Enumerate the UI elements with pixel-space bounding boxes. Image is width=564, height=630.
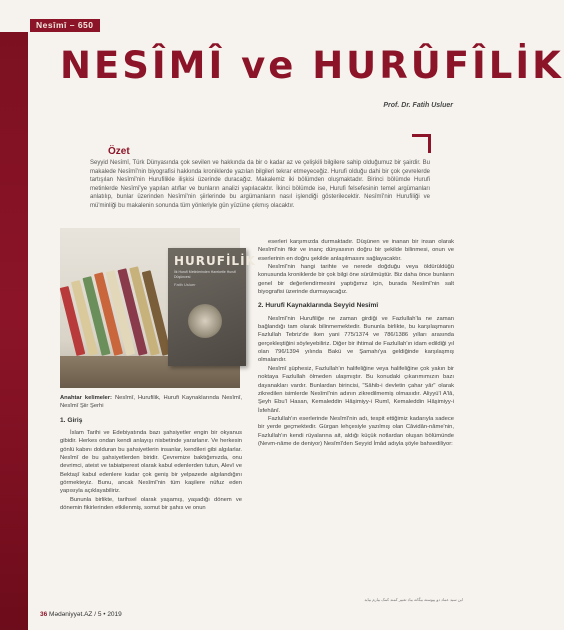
right-column [258,238,454,448]
left-color-band [0,0,28,630]
book-title: HURUFİLİK [174,254,256,268]
paragraph: İslam Tarihi ve Edebiyatında bazı şahsiyetler engin bir okyanus gibidir. Herkes ondan kendi anlayışı nisbetinde yararlanır. Ve herkesin gönlü kabını dolduran bu şahsiyetlerin insanlar, kendileri gibi algılarlar. Nesîmî de bu şahsiyetlerden biridir. Çevremize baktığımızda, onu devrimci, ateist ve tabiatperest olarak kabul edenlerden tutun, Alevî ve Bektaşî kabul edenlere kadar çok geniş bir yelpazede algılandığını görmekteyiz. Bunu, ancak Nesîmî'nin tüm kaşilere nüfuz eden yapısıyla açıklayabiliriz. [60,430,242,495]
book-photo [60,228,256,388]
article-author: Prof. Dr. Fatih Usluer [383,102,453,109]
abstract-block [90,146,430,211]
book-cover [168,248,256,366]
section-tag: Nesîmî – 650 [30,19,100,32]
book-subtitle: İlk Hurufi Metinlerinden Hareketle Hurufi Düşüncesi [174,270,237,279]
issue-label: Mədəniyyət.AZ / 5 • 2019 [49,611,122,618]
section-1-heading: 1. Giriş [60,416,83,424]
keywords-line [60,394,242,411]
paragraph: Bununla birlikte, tarihsel olarak yaşamış, yaşadığı dönem ve dönemin fikirlerinden etkilenmiş, somut bir şahıs ve onun [60,496,242,512]
keywords-label: Anahtar kelimeler: [60,395,112,401]
page-footer [40,611,122,618]
section-2-heading: 2. Hurufî Kaynaklarında Seyyid Nesîmî [258,302,379,310]
book-author: Fatih Usluer [174,282,196,287]
abstract-heading: Özet [108,146,130,157]
paragraph: Nesîmî şüphesiz, Fazlullah'ın halifeliğine veya halifeliğine çok yakın bir noktaya Fazlullah ölmeden ulaşmıştır. Bu konudaki çıkarımımızın bazı dayanakları vardır. Bunlardan birincisi, "Sâhib-i devletin çahar yâr" olarak zikredilen isimlerde Nesîmî'nin adının zikredilmemiş olmasıdır. Aliyyü'l A'lâ, Şeyh Ebu'l Hasan, Kemaleddin Hâşimiyy-i Rumî, Kemaleddin Hâşimiyy-i İsfehânî. [258,365,454,414]
paragraph: Nesîmî'nin Hurufiliğe ne zaman girdiği ve Fazlullah'la ne zaman bağlandığı tam olarak bilinmemektedir. Bununla birlikte, bu karşılaşmanın Fazlullah Tebriz'de iken yani 775/1374 ve 786/1386 yılları arasında gerçekleştiğini söyleyebiliriz. Diğer bir ihtimal de Fazlullah'ın idam edildiği yıl olan 796/1394 yılında Bakü ve Şamahı'ya geldiğinde karşılaşmış olmalarıdır. [258,315,454,364]
book-emblem-icon [188,304,222,338]
abstract-text: Seyyid Nesîmî, Türk Dünyasında çok sevilen ve hakkında da bir o kadar az ve çelişkili bilgilere sahip olduğumuz bir şairdir. Bu makalede Nesîmî'nin biyografisi hakkında kroniklerde yazılan bilgileri tekrar etmeyeceğiz. Hurufi olduğu dahi bir çok çevrelerde tartışılan Nesîmî'nin Hurufilikle ilişkisi üzerinde duracağız. Makalemiz iki bölümden oluşmaktadır. Birinci bölümde Hurufi metinlerde Nesîmî'ye yapılan atıflar ve bunların analizi yapılacaktır. İkinci bölümde ise, Hurufi felsefesinin temel argümanları anlatılıp, bunlar üzerinden Nesîmî'nin şiirlerinde bu argümanların nasıl işlendiği gösterilecektir. Nesîmî'nin Hurufiliği ve mü'minliği bu makalenin sonunda tüm yönleriyle gün yüzüne çıkmış olacaktır. [90,160,430,209]
page-number: 36 [40,611,48,618]
keywords-text: Nesîmî, Hurufilik, Hurufi Kaynaklarında Nesîmî, Nesîmî Şiir Şerhi [60,395,242,410]
paragraph: Nesîmî'nin hangi tarihte ve nerede doğduğu veya öldürüldüğü konusunda kroniklerde bir çok bilgi öne sürülmüştür. Biz daha önce bunların genel bir değerlendirmesini yaptığımız için, burada Nesîmî'nin salt biyografisi üzerinde durmayacağız. [258,264,454,296]
paragraph: Fazlullah'ın eserlerinde Nesîmî'nin adı, tespit ettiğimiz kadarıyla sadece bir yerde geçmektedir. Gürgan lehçesiyle yazılmış olan Câvidân-nâme'nin, Fazlullah'ın kendi rüyalarına ait, aldığı küçük notlardan oluşan bölümünde (Nevm-nâme de deniyor) Nesîmî'den Seyyid İmâd adıyla şöyle bahsediliyor: [258,415,454,447]
arabic-quote: ابن سید عماد دو پیوسته بیگانه بیاد تعبیر کمند کمک بیارم بیاید [364,597,463,602]
left-column [60,394,242,512]
article-title: NESÎMÎ ve HURÛFÎLİK [60,44,564,87]
paragraph: eserleri karşımızda durmaktadır. Düşünen ve inanan bir insan olarak Nesîmî'nin fikir ve inanç dünyasının doğru bir şekilde bilinmesi, onun ve eserlerinin en doğru şekilde anlaşılmasını sağlayacaktır. [258,239,454,262]
